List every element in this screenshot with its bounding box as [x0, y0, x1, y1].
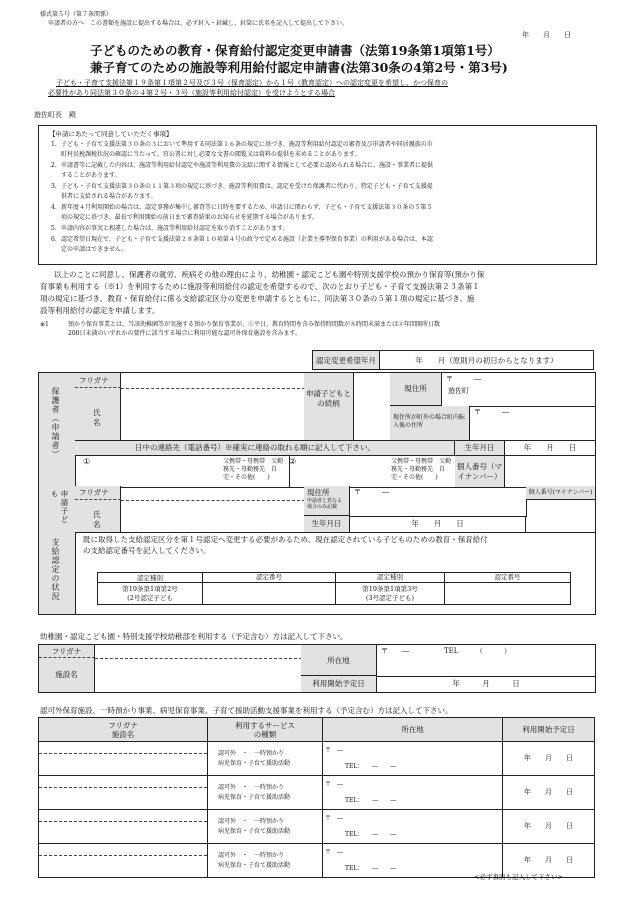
title-line2: 兼子育てのための施設等利用給付認定申請書(法第30条の4第2号・第3号)	[90, 60, 508, 75]
contact1-choices[interactable]: 父携帯・母携帯 父勤務先・母勤務先 自宅・その他( )	[223, 458, 284, 481]
kinder-start-label: 利用開始予定日	[301, 676, 377, 692]
table-row	[39, 742, 595, 776]
table-row	[39, 776, 595, 810]
contact1-input[interactable]	[77, 456, 217, 488]
other-table	[38, 717, 595, 878]
start-cell[interactable]: 年 月 日	[503, 810, 595, 844]
child-address-input[interactable]: 〒 ―	[350, 486, 527, 517]
other-col-start: 利用開始予定日	[503, 718, 595, 742]
agreement-item: 1. 子ども・子育て支援法第３０条の３において準用する同法第１６条の規定に基づき、施設等利用給付認定の審査及び申請者や同居親族の市 町村民税課税状況の確認に当たって、官公署に対し必要な文書の閲覧又は資料の提供を求めることがあります。	[51, 141, 433, 158]
postal-mark: 〒 ―	[446, 375, 481, 383]
child-name-label: 氏名	[75, 500, 121, 532]
contact2-input[interactable]	[289, 456, 390, 488]
child-furigana-input[interactable]	[121, 486, 305, 501]
agreement-item: 5. 申請内容が事実と相違した場合は、施設等利用給付認定を取り消すことがあります。	[51, 225, 289, 232]
submission-date: 年 月 日	[522, 31, 571, 39]
child-mynumber-label: 個人番号(マイナンバー)	[526, 486, 595, 500]
service-cell[interactable]: 認可外 ・ 一時預かり 病児保育・子育て援助活動	[208, 810, 323, 844]
agreement-heading: 【申請にあたって同意していただく事項】	[49, 130, 173, 138]
cert-no-2go-input[interactable]	[203, 583, 336, 605]
location-cell[interactable]: 〒 ― TEL： ― ―	[323, 776, 503, 810]
address-label: 現住所	[390, 373, 442, 406]
service-cell[interactable]: 認可外 ・ 一時預かり 病児保育・子育て援助活動	[208, 742, 323, 776]
note-line1: 預かり保育事業とは、当該幼稚園等が実施する預かり保育事業が、①平日、教育時間を含み保持時間数が８時間未満または②年間開所日数	[68, 321, 441, 328]
cert-kind-2go: 第19条第1項第2号 (2号認定子ども	[98, 583, 203, 605]
lead-line2: 必要性があり同法第３０条の４第２号・３号（施設等利用給付認定）を受けようとする場合	[48, 89, 335, 97]
start-cell[interactable]: 年 月 日	[503, 776, 595, 810]
service-cell[interactable]: 認可外 ・ 一時預かり 病児保育・子育て援助活動	[208, 844, 323, 878]
table-row	[39, 810, 595, 844]
kinder-start-input[interactable]: 年 月 日	[452, 679, 520, 688]
body-line1: 以上のことに同意し、保護者の就労、疾病その他の理由により、幼稚園・認定こども園や特別支援学校の預かり保育等(預かり保	[54, 270, 485, 279]
start-cell[interactable]: 年 月 日	[503, 844, 595, 878]
body-line2: 育事業も利用する（※1）を利用するために施設等利用給付の認定を希望するので、次のとおり子ども・子育て支援法第２３条第１	[40, 282, 480, 291]
moving-address-input[interactable]: 〒 ―	[474, 408, 509, 416]
agreement-item: 3. 子ども・子育て支援法第３０条の１１第３項の規定に基づき、施設等利用費は、認定を受けた保護者に代わり、特定子ども・子育て支援提 供者に支給される場合があります。	[51, 183, 433, 200]
address-input[interactable]	[442, 373, 595, 407]
kinder-location-label: 所在地	[301, 645, 377, 676]
kinder-heading: 幼稚園・認定こども園・特別支援学校幼稚部を利用する（予定含む）方は記入して下さい。	[40, 632, 348, 641]
child-address-label: 現住所 申請者と異なる場合のみ記載	[304, 486, 350, 516]
mynumber-label: 個人番号（マイナンバー）	[455, 455, 505, 487]
location-cell[interactable]: 〒 ― TEL： ― ―	[323, 844, 503, 878]
kinder-location-input[interactable]	[377, 645, 595, 677]
agreement-item: 2. 申請書等に記載した内容は、施設等利用給付認定や施設等利用費の支給に関する情報として必要と認められる場合に、施設・事業者に提供 することがあります。	[51, 162, 434, 179]
cert-kind-header: 認定種別	[336, 573, 445, 583]
cert-status-text2: の支給認定番号を記入してください。	[83, 546, 211, 555]
lead-line1: 子ども・子育て支援法第１９条第１項第２号及び３号（保育認定）から１号（教育認定）への認定変更を希望し、かつ保育の	[56, 79, 448, 87]
guardian-furigana-input[interactable]	[121, 373, 305, 389]
cert-no-3go-input[interactable]	[445, 583, 571, 605]
note-mark: ※1	[40, 321, 49, 328]
guardian-name-input[interactable]	[121, 388, 305, 440]
guardian-furigana-label: フリガナ	[75, 373, 121, 388]
other-heading: 認可外保育施設、一時預かり事業、病児保育事業、子育て援助活動支援事業を利用する（予定含む）方は記入して下さい。	[40, 706, 453, 715]
child-name-input[interactable]	[121, 500, 305, 532]
addressee: 遊佐町長 殿	[34, 111, 76, 119]
applicant-notice: 申請者の方へ この書類を施設に提出する場合は、必ず封入・封緘し、封筒に氏名を記入して提出して下さい。	[48, 20, 349, 27]
guardian-label: 保護者（申請者）	[51, 387, 60, 459]
mynumber-input[interactable]	[505, 455, 595, 488]
child-label-cell	[39, 486, 76, 532]
cert-no-header: 認定番号	[203, 573, 336, 583]
kinder-facility-input[interactable]	[95, 658, 302, 692]
birth-label: 生年月日	[455, 440, 505, 455]
child-birth-input[interactable]: 年 月 日	[350, 516, 526, 532]
birth-input[interactable]: 年 月 日	[505, 440, 595, 455]
facility-cell[interactable]	[39, 776, 208, 810]
contact2-choices[interactable]: 父携帯・母携帯 父勤務先・母勤務先 自宅・その他( )	[391, 458, 452, 481]
child-label: 申請子ども	[50, 490, 69, 524]
agreement-box	[38, 125, 597, 265]
relation-label: 申請子どもとの続柄	[304, 373, 354, 440]
guardian-section	[38, 372, 596, 488]
location-cell[interactable]: 〒 ― TEL： ― ―	[323, 742, 503, 776]
contact-no2: ②	[289, 457, 297, 466]
agreement-item: 6. 認定希望日現在で、子ども・子育て支援法第２８条第１０項第４号の政令で定める施設（企業主導型保育事業）の利用がある場合は、本認 定の申請はできません。	[51, 236, 433, 253]
kinder-section	[38, 644, 596, 693]
contact-no1: ①	[83, 457, 91, 466]
kinder-postal-tel: 〒 ― TEL （ ）	[381, 647, 511, 655]
other-col-location: 所在地	[323, 718, 503, 742]
kinder-furigana-input[interactable]	[95, 645, 302, 659]
cert-status-section	[38, 532, 596, 615]
child-section	[38, 486, 596, 533]
town-name: 遊佐町	[448, 387, 469, 395]
relation-input[interactable]	[354, 373, 391, 440]
cert-status-label: 支給認定の状況	[51, 538, 60, 601]
service-cell[interactable]: 認可外 ・ 一時預かり 病児保育・子育て援助活動	[208, 776, 323, 810]
change-date-field[interactable]: 年 月（原則月の初日からとなります）	[380, 351, 594, 370]
location-cell[interactable]: 〒 ― TEL： ― ―	[323, 810, 503, 844]
other-col-facility: フリガナ 施設名	[39, 718, 208, 742]
body-line4: 設等利用給付の認定を申請します。	[40, 306, 160, 315]
agreement-list	[51, 141, 591, 257]
kinder-facility-label: 施設名	[39, 658, 95, 692]
cert-no-header: 認定番号	[445, 573, 571, 583]
cert-kind-3go: 第19条第1項第3号 (3号認定子ども)	[336, 583, 445, 605]
moving-address-label: 現住所が町外の場合町内転入後の住所	[390, 406, 470, 440]
body-line3: 項の規定に基づき、教育・保育給付に係る支給認定区分の変更を申請するとともに、同法第３０条の５第１項の規定に基づき、施	[40, 294, 475, 303]
change-date-label: 認定変更希望年月	[313, 351, 380, 370]
guardian-name-label: 氏名	[75, 388, 121, 440]
other-col-service: 利用するサービス の種類	[208, 718, 323, 742]
cert-table	[97, 572, 571, 605]
contact-row	[75, 455, 456, 488]
footer-note: <必ず裏面も記入して下さい>	[474, 873, 563, 881]
facility-cell[interactable]	[39, 844, 208, 878]
cert-status-text1: 既に取得した支給認定区分を第１号認定へ変更する必要があるため、現在認定されている子どものための教育・保育給付	[83, 535, 488, 544]
change-date-table	[312, 350, 594, 370]
child-furigana-label: フリガナ	[75, 486, 121, 500]
agreement-item: 4. 新年度４月利用開始の場合は、認定事務が集中し審査等に日時を要するため、申請日に関わらず、子ども・子育て支援法第３０条の５第５ 項の規定に基づき、最長で利用開始の前日まで審査結果のお知らせを延期する場合があります。	[51, 204, 433, 221]
contact-label: 日中の連絡先（電話番号）※確実に連絡の取れる順に記入して下さい。	[75, 440, 455, 455]
facility-cell[interactable]	[39, 810, 208, 844]
cert-status-label-cell	[39, 532, 76, 614]
facility-cell[interactable]	[39, 742, 208, 776]
child-mynumber-input[interactable]	[526, 500, 595, 532]
note-line2: 200日未満のいずれかの要件に該当する場合に利用可能な認可外保育施設を含みます。	[68, 330, 301, 337]
form-number: 様式第５号（第７条関係）	[40, 11, 113, 18]
title-line1: 子どものための教育・保育給付認定変更申請書（法第19条第1項第1号）	[90, 43, 500, 58]
guardian-label-cell	[39, 373, 76, 487]
start-cell[interactable]: 年 月 日	[503, 742, 595, 776]
cert-kind-header: 認定種別	[98, 573, 203, 583]
kinder-furigana-label: フリガナ	[39, 645, 95, 658]
child-birth-label: 生年月日	[304, 516, 350, 532]
